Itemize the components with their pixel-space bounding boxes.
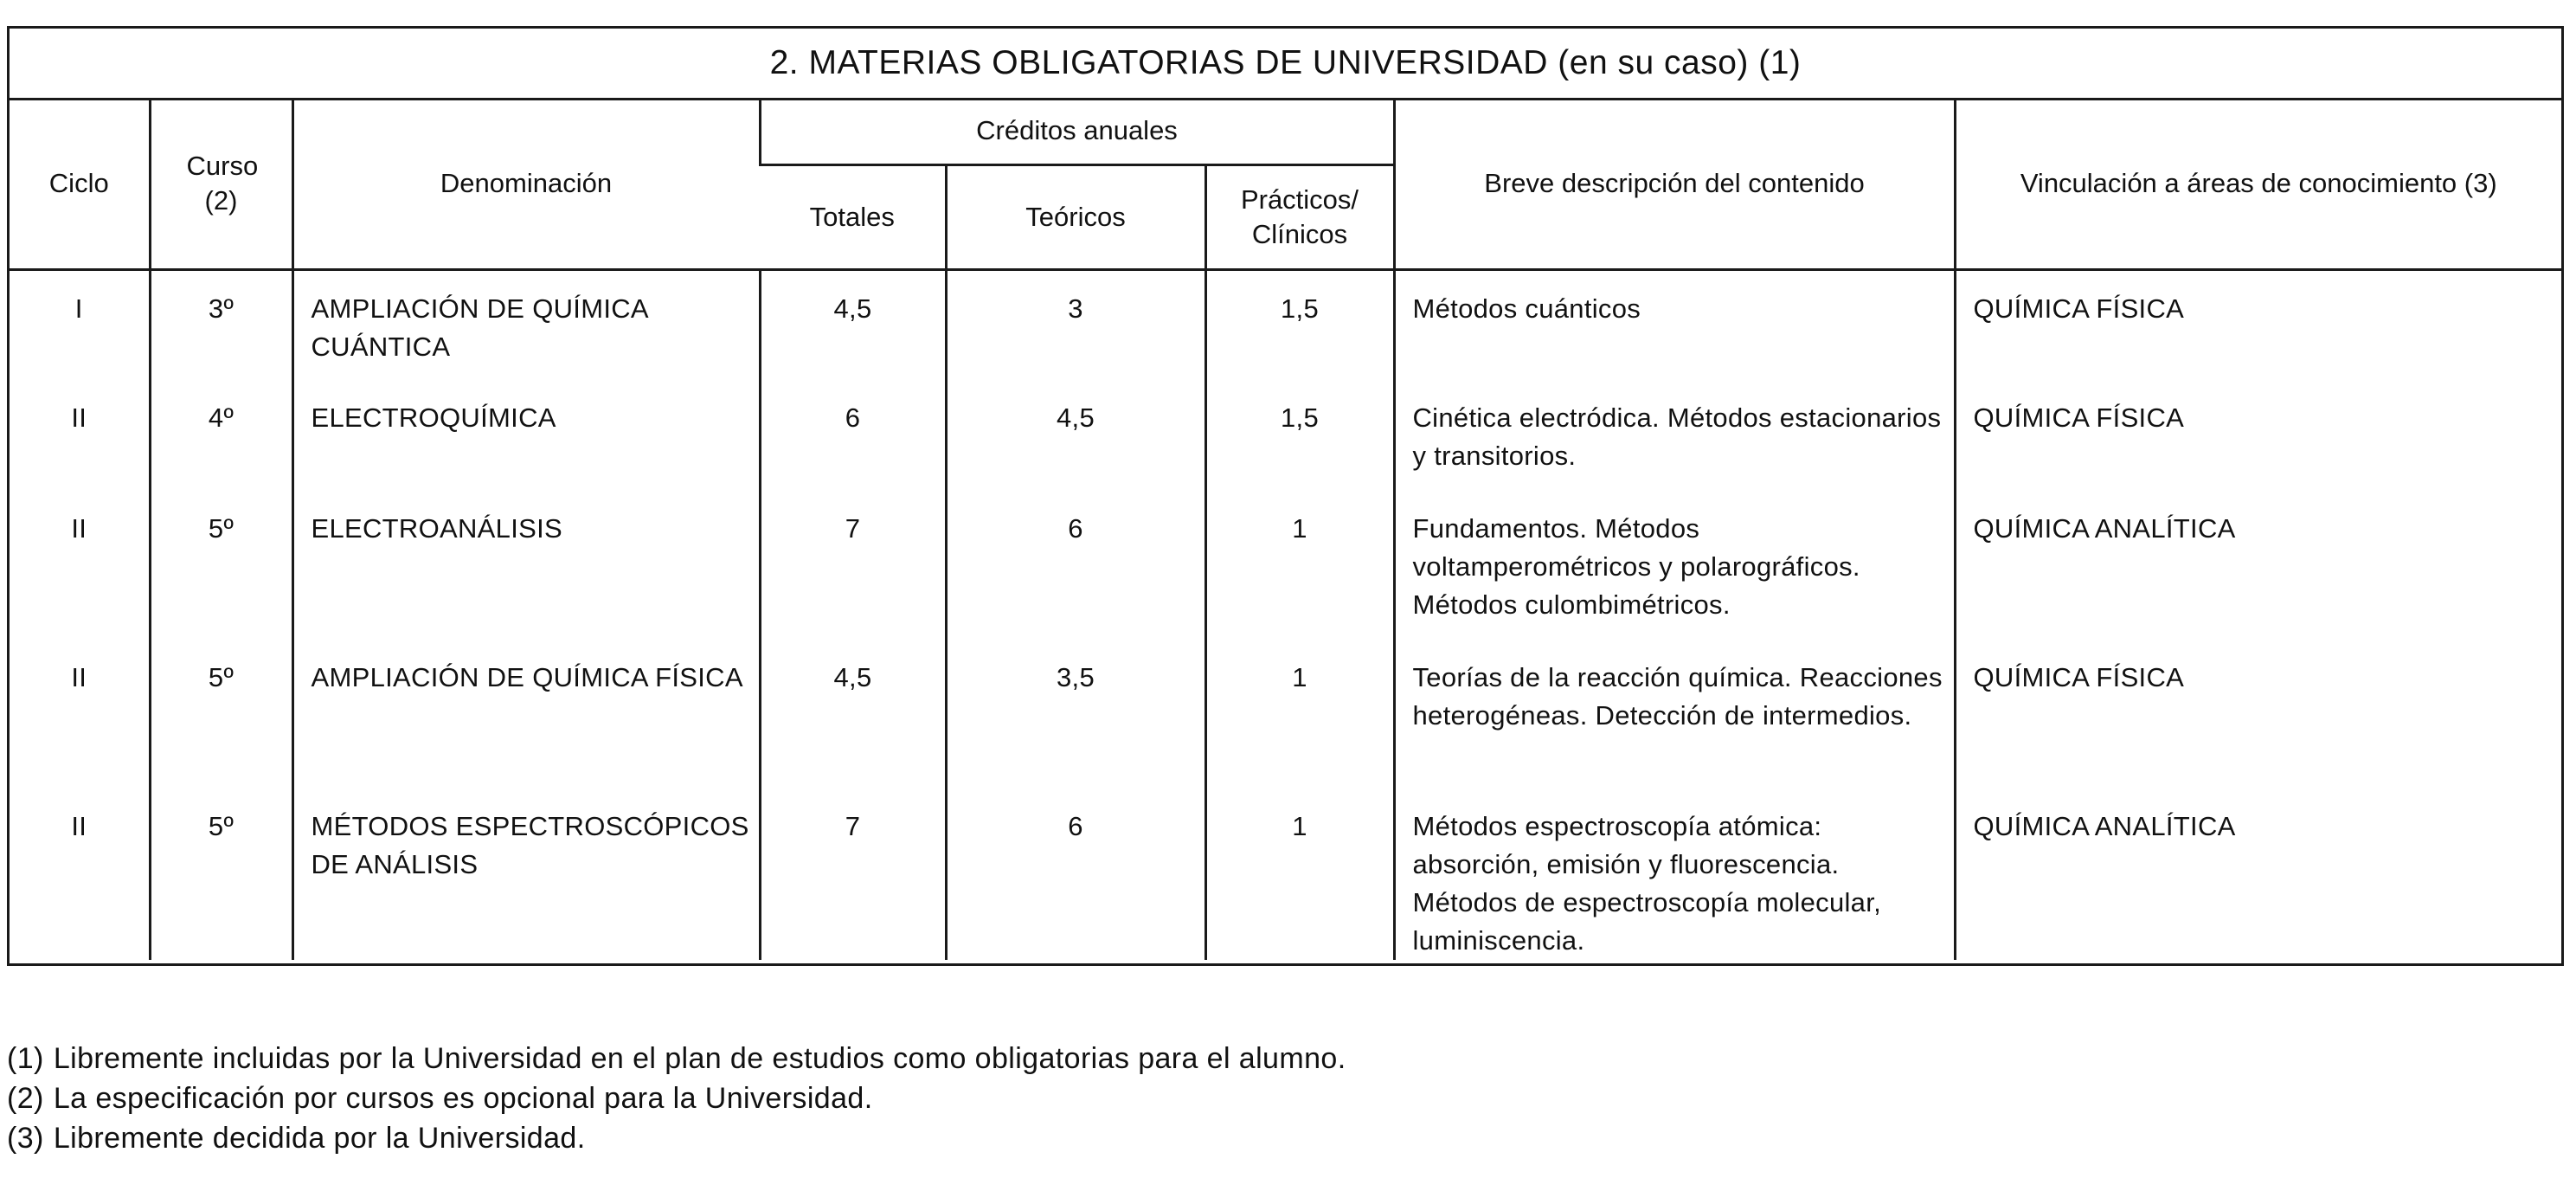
cell-vinculacion: QUÍMICA ANALÍTICA (1955, 491, 2561, 640)
cell-descripcion: Teorías de la reacción química. Reacciones heterogéneas. Detección de intermedios. (1394, 640, 1955, 789)
footnote-text: La especificación por cursos es opcional para la Universidad. (53, 1082, 873, 1115)
cell-totales: 6 (760, 380, 946, 491)
cell-ciclo: I (74, 293, 83, 324)
cell-ciclo: II (71, 513, 87, 544)
cell-practicos: 1 (1205, 491, 1394, 640)
cell-practicos: 1,5 (1205, 380, 1394, 491)
cell-totales: 7 (760, 789, 946, 960)
footnotes (7, 1039, 1346, 1158)
cell-vinculacion: QUÍMICA FÍSICA (1955, 380, 2561, 491)
cell-curso: 4º (150, 380, 292, 491)
cell-vinculacion: QUÍMICA FÍSICA (1955, 640, 2561, 789)
table-row (10, 491, 2561, 640)
header-vinculacion: Vinculación a áreas de conocimiento (3) (1955, 98, 2561, 270)
header-denominacion: Denominación (292, 98, 760, 270)
table-row (10, 640, 2561, 789)
footnote-number: (3) (7, 1122, 44, 1155)
cell-practicos: 1 (1205, 789, 1394, 960)
footnote-3 (7, 1118, 1346, 1158)
header-descripcion: Breve descripción del contenido (1394, 98, 1955, 270)
cell-vinculacion: QUÍMICA ANALÍTICA (1955, 789, 2561, 960)
footnote-2 (7, 1078, 1346, 1118)
table-row (10, 789, 2561, 960)
cell-practicos: 1 (1205, 640, 1394, 789)
header-creditos-anuales: Créditos anuales (760, 98, 1394, 165)
footnote-1 (7, 1039, 1346, 1078)
subjects-table-frame (7, 26, 2564, 966)
header-teoricos: Teóricos (946, 165, 1205, 270)
table-row (10, 270, 2561, 381)
cell-curso: 5º (150, 491, 292, 640)
cell-practicos: 1,5 (1205, 270, 1394, 381)
header-practicos (1205, 165, 1394, 270)
cell-teoricos: 3 (946, 270, 1205, 381)
cell-ciclo: II (71, 662, 87, 692)
cell-teoricos: 6 (946, 491, 1205, 640)
cell-teoricos: 6 (946, 789, 1205, 960)
cell-descripcion: Fundamentos. Métodos voltamperométricos y polarográficos. Métodos culombimétricos. (1394, 491, 1955, 640)
cell-descripcion: Cinética electródica. Métodos estacionarios y transitorios. (1394, 380, 1955, 491)
cell-vinculacion: QUÍMICA FÍSICA (1955, 270, 2561, 381)
cell-curso: 5º (150, 789, 292, 960)
header-totales: Totales (760, 165, 946, 270)
header-ciclo: Ciclo (10, 98, 150, 270)
cell-totales: 7 (760, 491, 946, 640)
cell-descripcion: Métodos cuánticos (1394, 270, 1955, 381)
header-curso (150, 98, 292, 270)
table-title: 2. MATERIAS OBLIGATORIAS DE UNIVERSIDAD (en su caso) (1) (10, 29, 2561, 100)
cell-ciclo: II (71, 811, 87, 841)
cell-totales: 4,5 (760, 640, 946, 789)
table-row (10, 380, 2561, 491)
cell-teoricos: 3,5 (946, 640, 1205, 789)
cell-ciclo: II (71, 402, 87, 433)
header-practicos-label: Prácticos/ Clínicos (1240, 184, 1359, 249)
cell-denominacion: MÉTODOS ESPECTROSCÓPICOS DE ANÁLISIS (292, 789, 760, 960)
footnote-text: Libremente decidida por la Universidad. (53, 1122, 586, 1155)
header-curso-label: Curso (2) (186, 150, 259, 216)
cell-curso: 3º (150, 270, 292, 381)
cell-denominacion: ELECTROQUÍMICA (292, 380, 760, 491)
subjects-table (10, 98, 2561, 960)
footnote-text: Libremente incluidas por la Universidad en el plan de estudios como obligatorias para el alumno. (53, 1042, 1346, 1075)
cell-denominacion: AMPLIACIÓN DE QUÍMICA CUÁNTICA (292, 270, 760, 381)
footnote-number: (1) (7, 1042, 44, 1075)
cell-descripcion: Métodos espectroscopía atómica: absorción, emisión y fluorescencia. Métodos de espectroscopía molecular, luminiscencia. (1394, 789, 1955, 960)
cell-curso: 5º (150, 640, 292, 789)
cell-teoricos: 4,5 (946, 380, 1205, 491)
cell-totales: 4,5 (760, 270, 946, 381)
cell-denominacion: ELECTROANÁLISIS (292, 491, 760, 640)
cell-denominacion: AMPLIACIÓN DE QUÍMICA FÍSICA (292, 640, 760, 789)
footnote-number: (2) (7, 1082, 44, 1115)
